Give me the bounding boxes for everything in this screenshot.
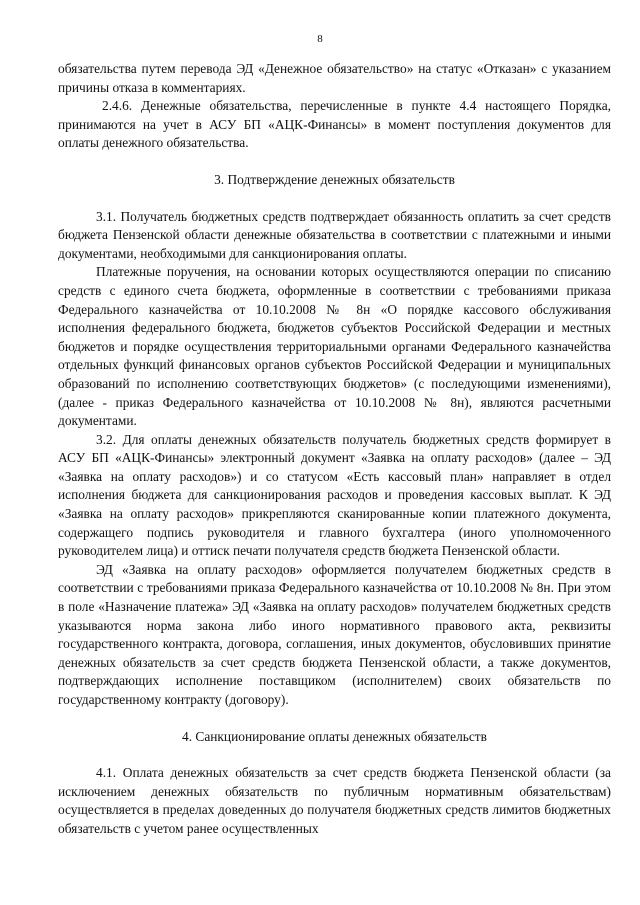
paragraph-3-2: 3.2. Для оплаты денежных обязательств получатель бюджетных средств формирует в АСУ БП «АЦК-Финансы» электронный документ «Заявка на оплату расходов» (далее – ЭД «Заявка на оплату расходов») и со статусом «Есть кассовый план» направляет в отдел исполнения бюджета для санкционирования расходов и проведения кассовых выплат. К ЭД «Заявка на оплату расходов» прикрепляются сканированные копии платежного документа, содержащего подпись руководителя и главного бухгалтера (иного уполномоченного руководителем лица) и оттиск печати получателя средств бюджета Пензенской области. bbox=[58, 431, 611, 559]
paragraph-2-4-6: 2.4.6. Денежные обязательства, перечисленные в пункте 4.4 настоящего Порядка, принимаются на учет в АСУ БП «АЦК-Финансы» в момент поступления документов для оплаты денежного обязательства. bbox=[58, 98, 611, 151]
paragraph-3-1: 3.1. Получатель бюджетных средств подтверждает обязанность оплатить за счет средств бюджета Пензенской области денежные обязательства в соответствии с платежными и иными документами, необходимыми для санкционирования оплаты. bbox=[58, 208, 611, 261]
paragraph-continuation: обязательства путем перевода ЭД «Денежное обязательство» на статус «Отказан» с указанием причины отказа в комментариях. bbox=[58, 61, 611, 95]
section-heading-4: 4. Санкционирование оплаты денежных обязательств bbox=[182, 728, 487, 744]
document-body bbox=[58, 60, 611, 839]
section-heading-3: 3. Подтверждение денежных обязательств bbox=[214, 171, 455, 187]
paragraph-4-1: 4.1. Оплата денежных обязательств за счет средств бюджета Пензенской области (за исключением денежных обязательств по публичным нормативным обязательствам) осуществляется в пределах доведенных до получателя бюджетных средств лимитов бюджетных обязательств с учетом ранее осуществленных bbox=[58, 765, 611, 836]
page-number: 8 bbox=[317, 33, 323, 45]
paragraph-ed-request: ЭД «Заявка на оплату расходов» оформляется получателем бюджетных средств в соответствии с требованиями приказа Федерального казначейства от 10.10.2008 № 8н. При этом в поле «Назначение платежа» ЭД «Заявка на оплату расходов» получателем бюджетных средств указываются норма закона либо иного нормативного правового акта, реквизиты государственного контракта, договора, соглашения, иных документов, обусловивших принятие денежных обязательств за счет средств бюджета Пензенской области, а также документов, подтверждающих исполнение поставщиком (исполнителем) своих обязательств по государственному контракту (договору). bbox=[58, 561, 611, 707]
paragraph-payment-orders: Платежные поручения, на основании которых осуществляются операции по списанию средств с единого счета бюджета, оформленные в соответствии с требованиями приказа Федерального казначейства от 10.10.2008 № 8н «О порядке кассового обслуживания исполнения федерального бюджета, бюджетов субъектов Российской Федерации и местных бюджетов и порядке осуществления территориальными органами Федерального казначейства отдельных функций финансовых органов субъектов Российской Федерации и муниципальных образований по исполнению соответствующих бюджетов» (с последующими изменениями), (далее - приказ Федерального казначейства от 10.10.2008 № 8н), являются расчетными документами. bbox=[58, 264, 611, 429]
